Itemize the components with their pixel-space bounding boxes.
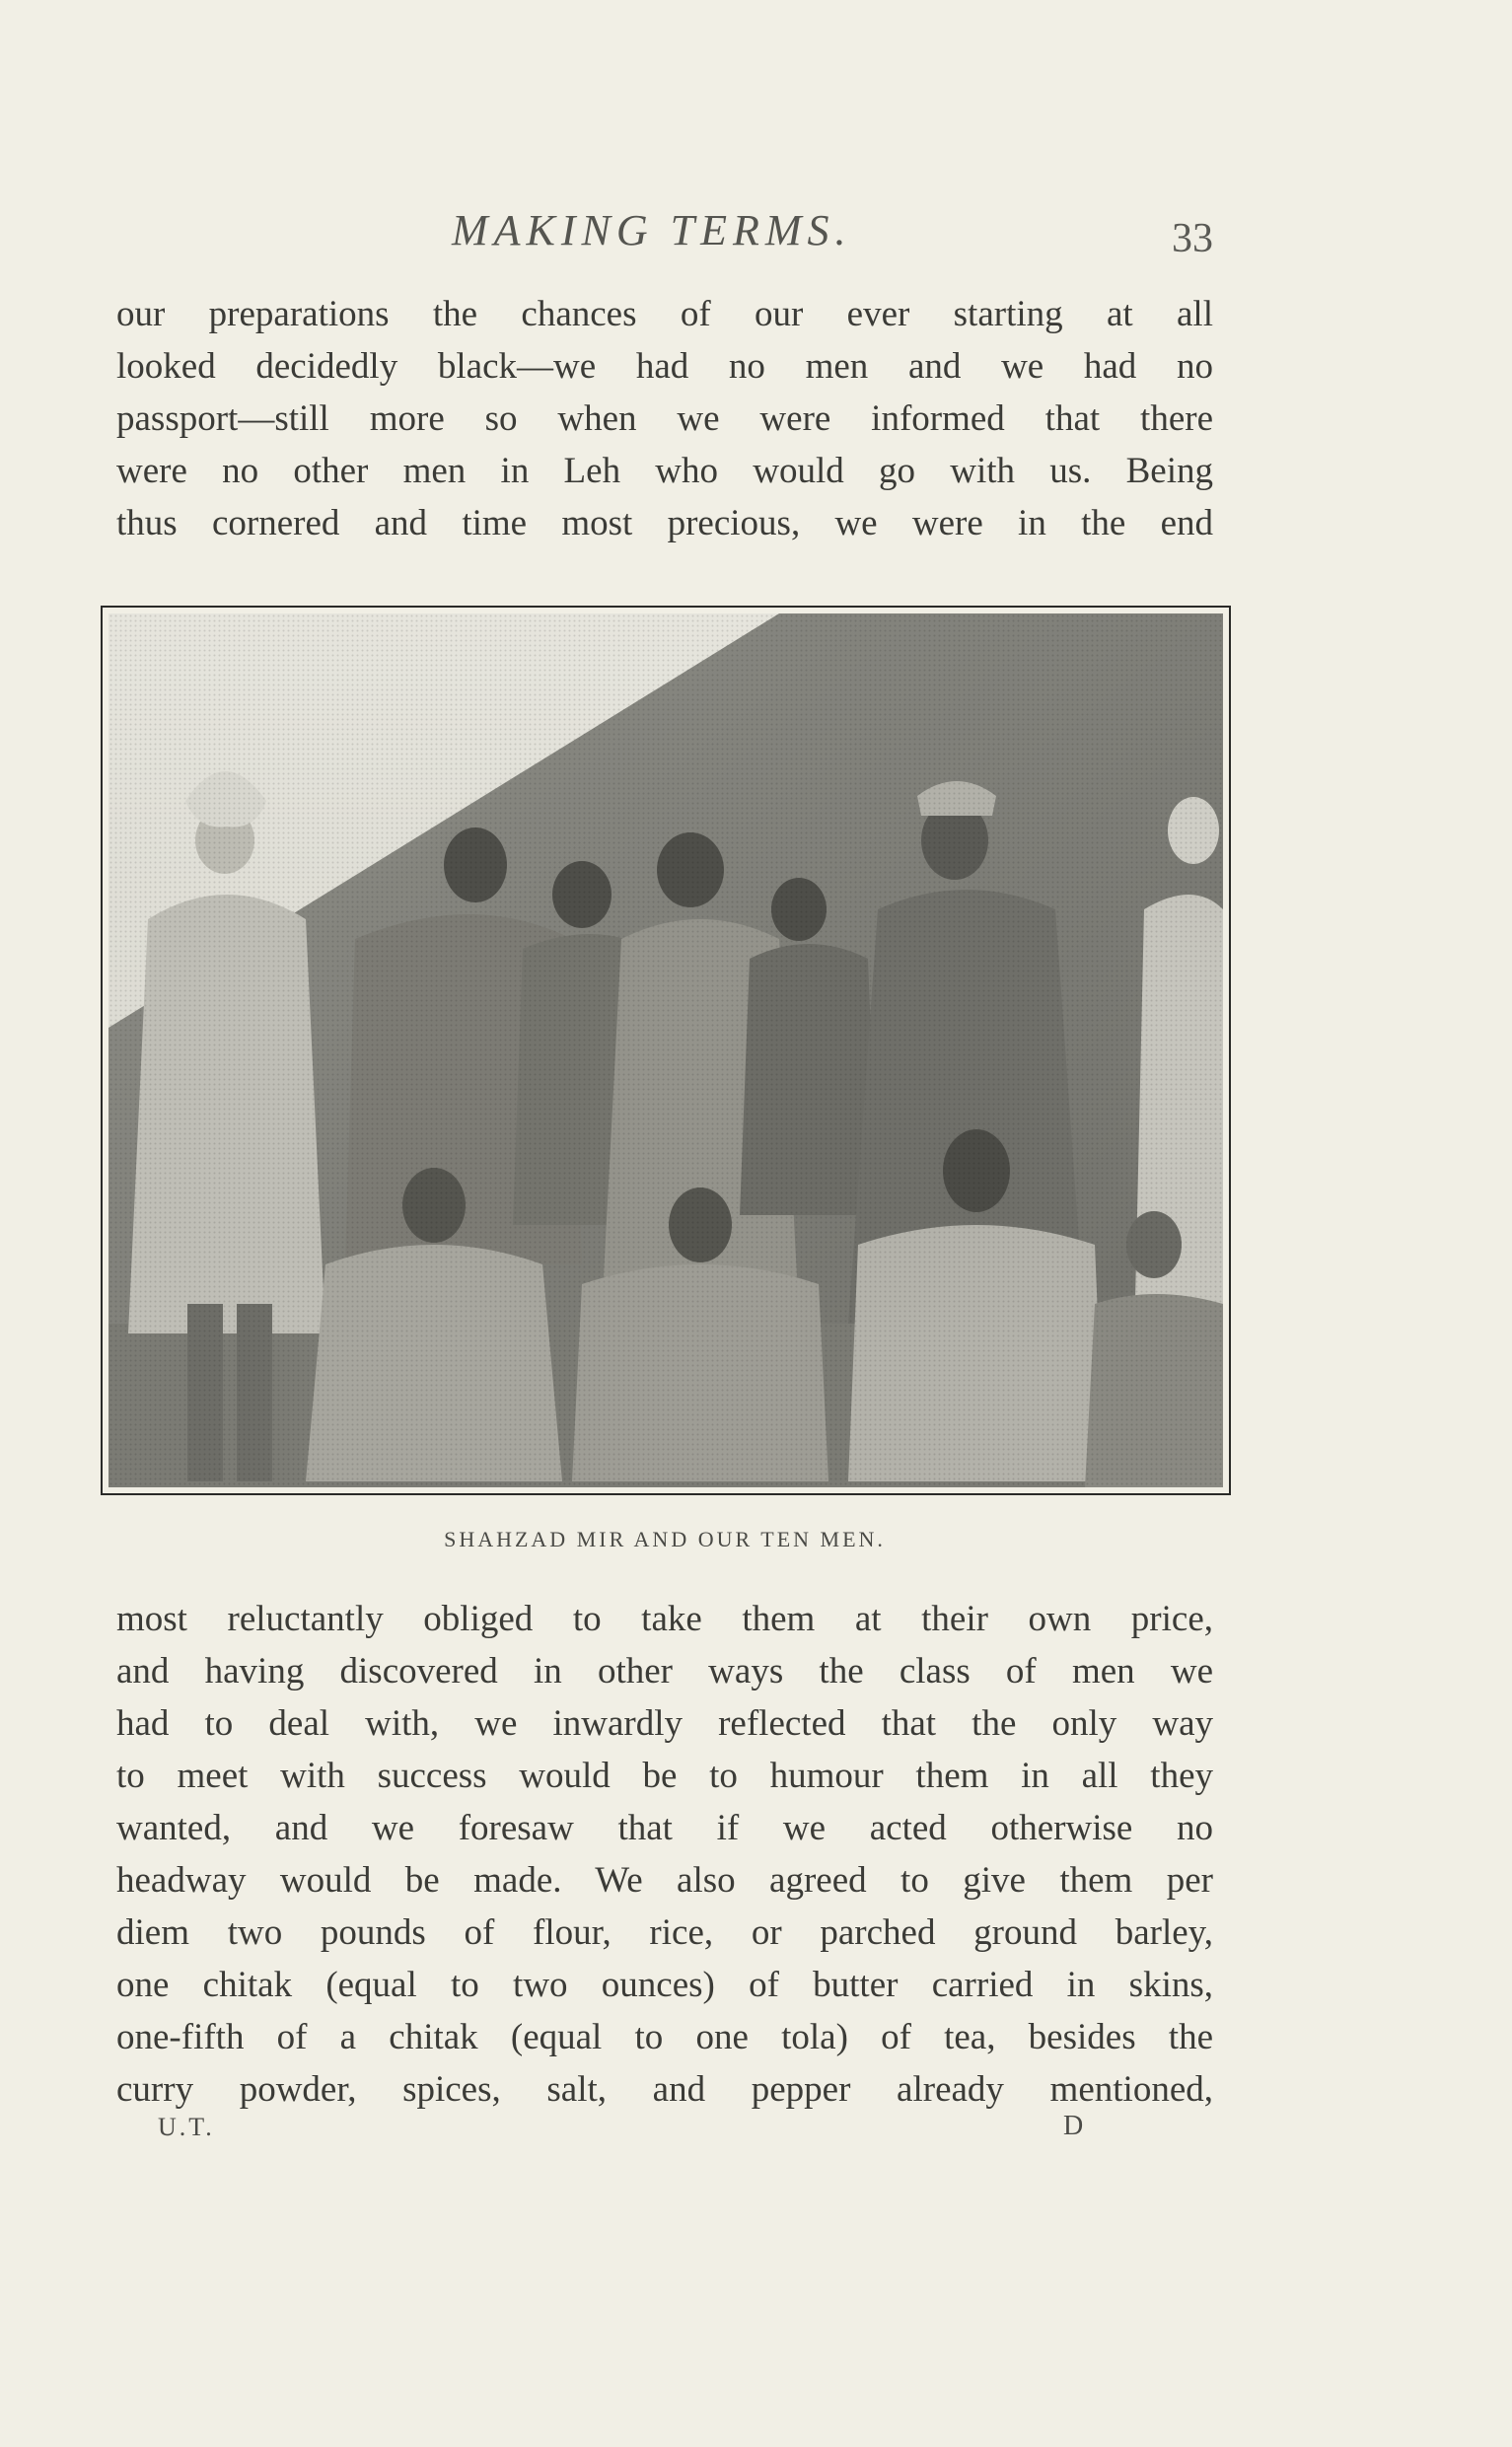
- running-head: [116, 197, 1213, 266]
- text-line: headway would be made. We also agreed to give them per: [116, 1860, 1213, 1901]
- text-line: curry powder, spices, salt, and pepper already mentioned,: [116, 2069, 1213, 2110]
- signature-letter: D: [1063, 2111, 1084, 2141]
- photograph-illustration: [108, 613, 1223, 1487]
- paragraph-bottom: [116, 1593, 1213, 2116]
- text-line: diem two pounds of flour, rice, or parched ground barley,: [116, 1912, 1213, 1953]
- text-line: our preparations the chances of our ever starting at all: [116, 294, 1213, 334]
- text-line: had to deal with, we inwardly reflected that the only way: [116, 1703, 1213, 1744]
- text-line: wanted, and we foresaw that if we acted otherwise no: [116, 1808, 1213, 1848]
- photo-plate: [101, 606, 1231, 1495]
- plate-caption: SHAHZAD MIR AND OUR TEN MEN.: [444, 1527, 886, 1551]
- paragraph-top: [116, 288, 1213, 549]
- text-line: most reluctantly obliged to take them at their own price,: [116, 1599, 1213, 1639]
- text-line: thus cornered and time most precious, we were in the end: [116, 503, 1213, 543]
- page-number: 33: [1172, 216, 1213, 261]
- text-line: one-fifth of a chitak (equal to one tola) of tea, besides the: [116, 2017, 1213, 2057]
- text-line: and having discovered in other ways the class of men we: [116, 1651, 1213, 1691]
- text-line: looked decidedly black—we had no men and we had no: [116, 346, 1213, 387]
- text-line: to meet with success would be to humour them in all they: [116, 1756, 1213, 1796]
- signature-mark: U.T.: [158, 2113, 215, 2141]
- text-line: passport—still more so when we were informed that there: [116, 398, 1213, 439]
- running-title: MAKING TERMS.: [452, 206, 852, 254]
- text-line: were no other men in Leh who would go with us. Being: [116, 451, 1213, 491]
- text-line: one chitak (equal to two ounces) of butter carried in skins,: [116, 1965, 1213, 2005]
- group-photograph: [108, 613, 1223, 1487]
